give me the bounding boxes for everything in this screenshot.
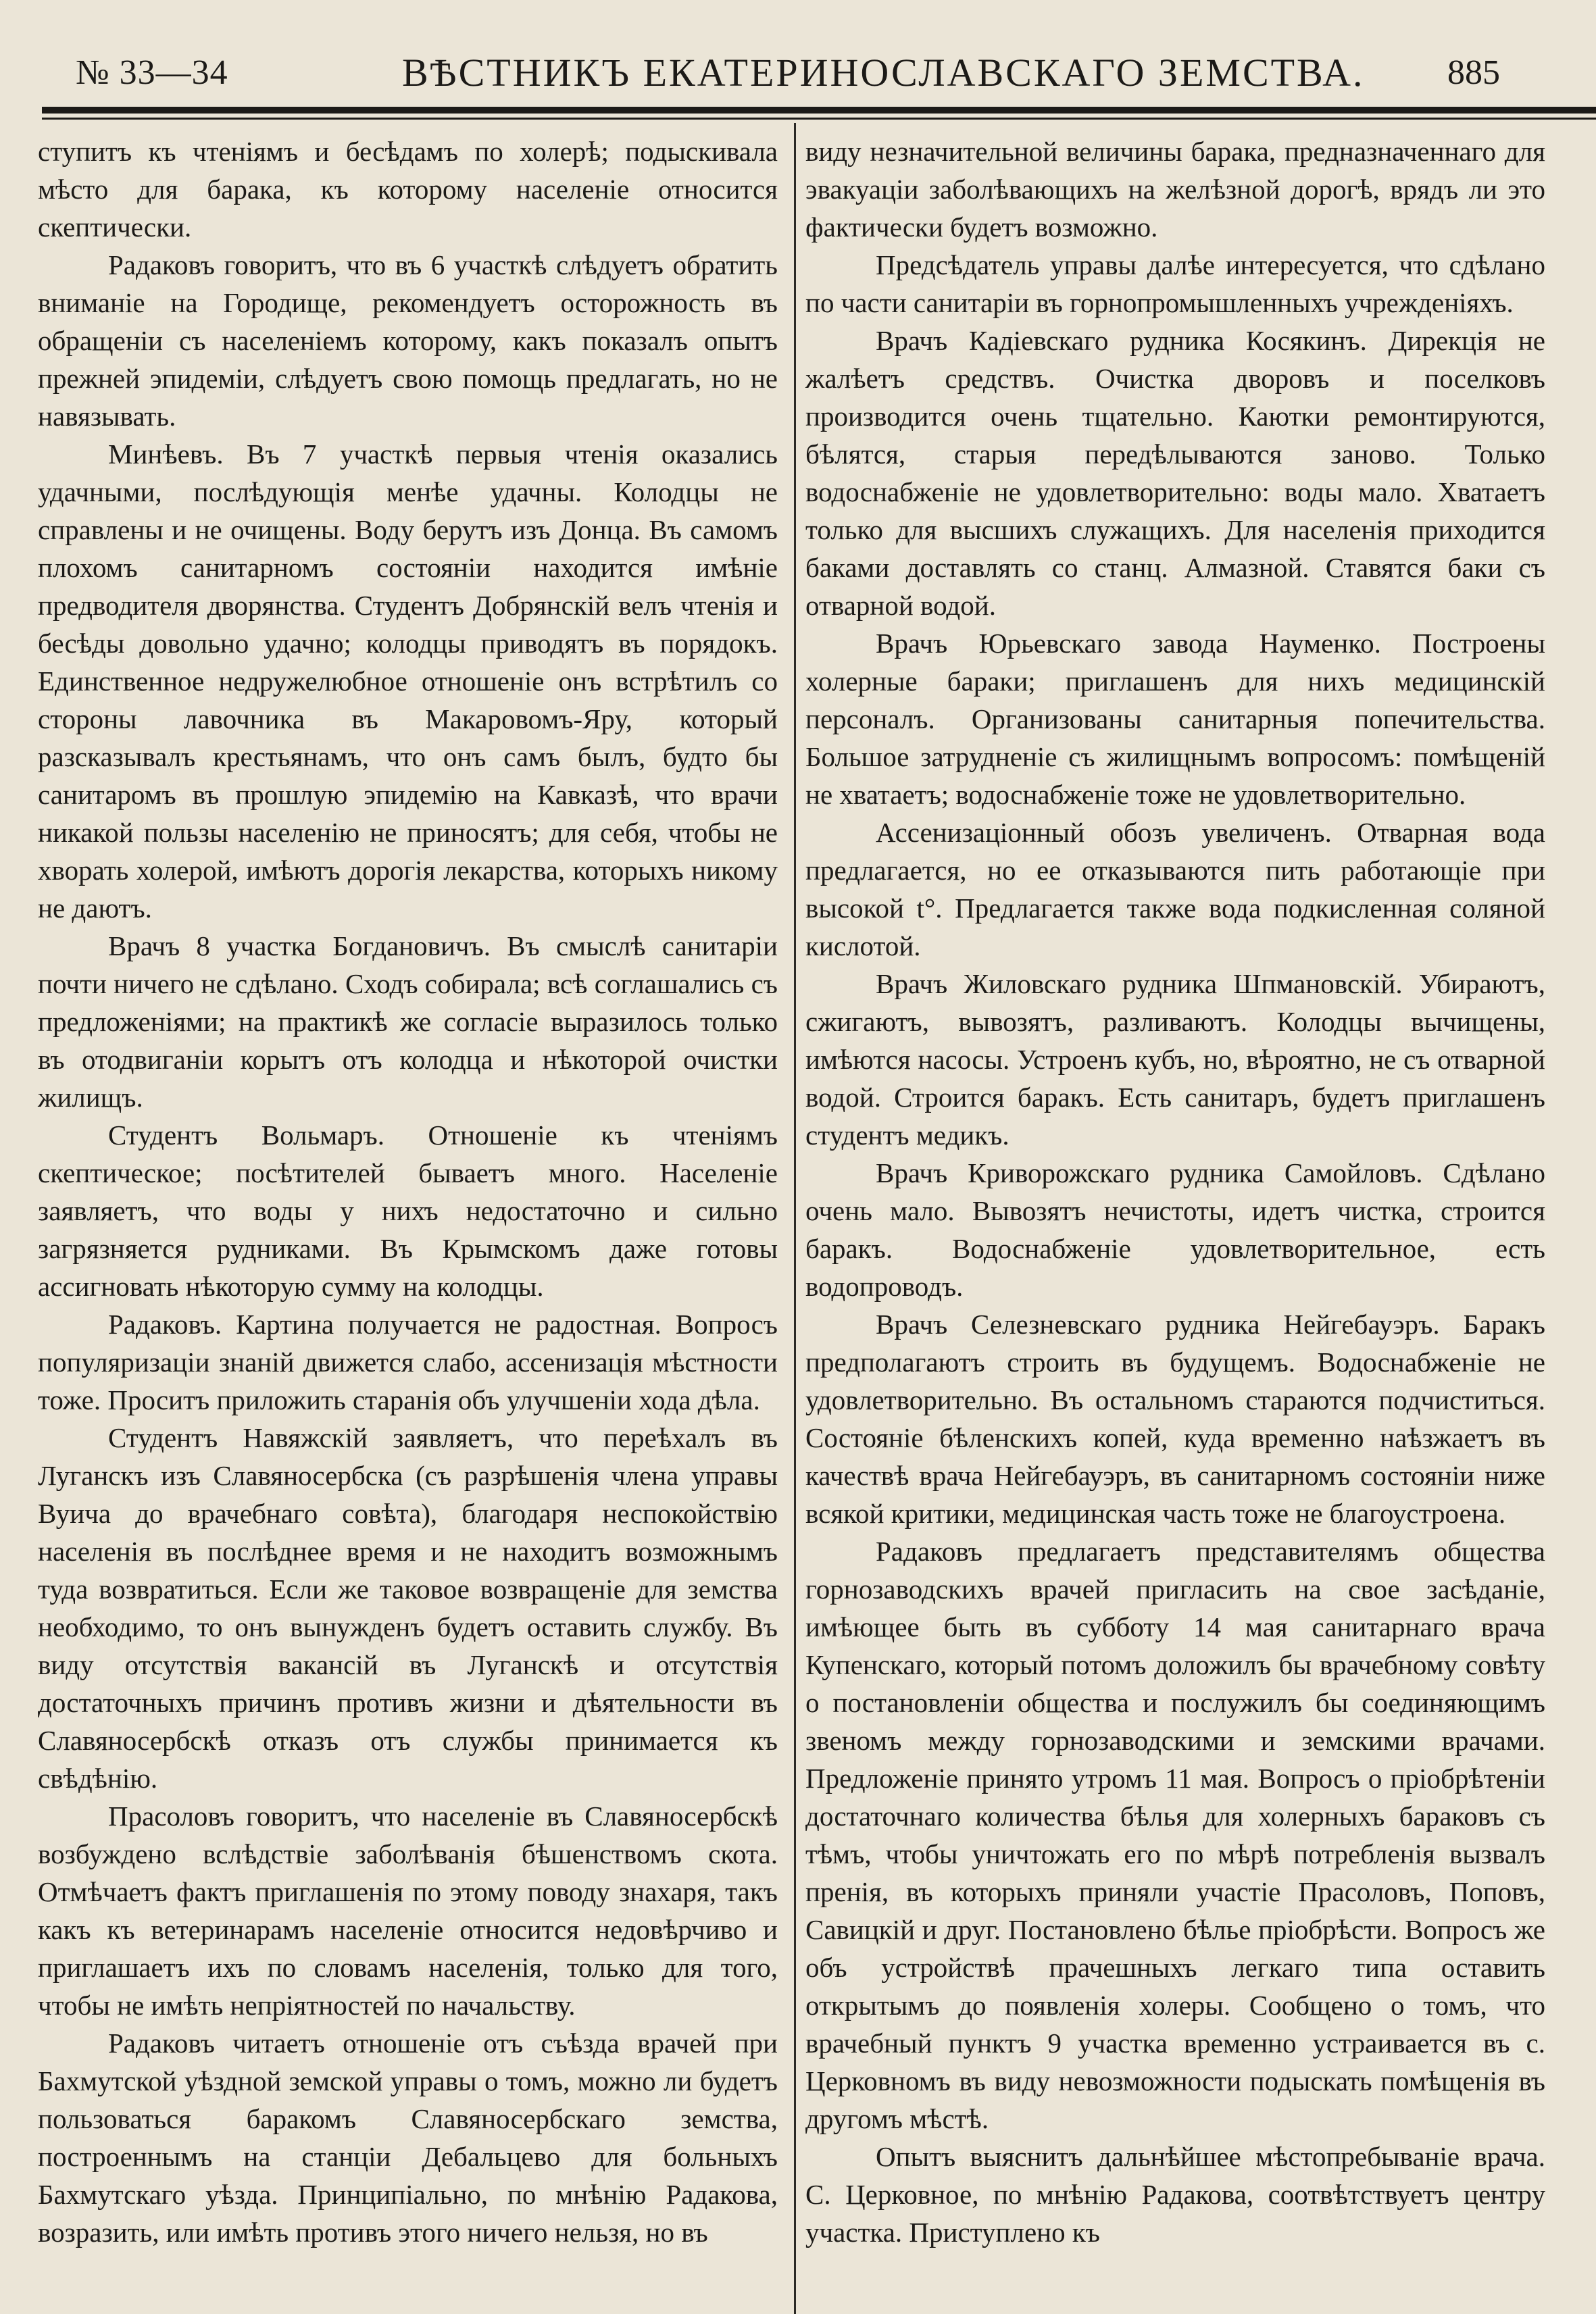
paragraph: Врачъ Жиловскаго рудника Шпмановскій. Убираютъ, сжигаютъ, вывозятъ, разливаютъ. Колодцы вычищены, имѣются насосы. Устроенъ кубъ, но, вѣроятно, не съ отварной водой. Строится баракъ. Есть санитаръ, будетъ приглашенъ студентъ медикъ. xyxy=(805,968,1545,1151)
paragraph: Врачъ 8 участка Богдановичъ. Въ смыслѣ санитаріи почти ничего не сдѣлано. Сходъ собирала; всѣ соглашались съ предложеніями; на практикѣ же согласіе выразилось только въ отодвиганіи корытъ отъ колодца и нѣкоторой очистки жилищъ. xyxy=(38,930,778,1113)
left-column xyxy=(38,132,778,2251)
paragraph: Врачъ Криворожскаго рудника Самойловъ. Сдѣлано очень мало. Вывозятъ нечистоты, идетъ чистка, строится баракъ. Водоснабженіе удовлетворительное, есть водопроводъ. xyxy=(805,1157,1545,1302)
paragraph: Врачъ Юрьевскаго завода Науменко. Построены холерные бараки; приглашенъ для нихъ медицинскій персоналъ. Организованы санитарныя попечительства. Большое затрудненіе съ жилищнымъ вопросомъ: помѣщеній не хватаетъ; водоснабженіе тоже не удовлетворительно. xyxy=(805,628,1545,810)
paragraph: Радаковъ говоритъ, что въ 6 участкѣ слѣдуетъ обратить вниманіе на Городище, рекомендуетъ осторожность въ обращеніи съ населеніемъ которому, какъ показалъ опытъ прежней эпидеміи, слѣдуетъ свою помощь предлагать, но не навязывать. xyxy=(38,249,778,432)
header-rule-thick xyxy=(42,107,1596,114)
paragraph: Радаковъ предлагаетъ представителямъ общества горнозаводскихъ врачей пригласить на свое засѣданіе, имѣющее быть въ субботу 14 мая санитарнаго врача Купенскаго, который потомъ доложилъ бы врачебному совѣту о постановленіи общества и послужилъ бы соединяющимъ звеномъ между горнозаводскими и земскими врачами. Предложеніе принято утромъ 11 мая. Вопросъ о пріобрѣтеніи достаточнаго количества бѣлья для холерныхъ бараковъ съ тѣмъ, чтобы уничтожать его по мѣрѣ потребленія вызвалъ пренія, въ которыхъ приняли участіе Прасоловъ, Поповъ, Савицкій и друг. Постановлено бѣлье пріобрѣсти. Вопросъ же объ устройствѣ прачешныхъ легкаго типа оставить открытымъ до появленія холеры. Сообщено о томъ, что врачебный пунктъ 9 участка временно устраивается въ с. Церковномъ въ виду невозможности подыскать помѣщенія въ другомъ мѣстѣ. xyxy=(805,1536,1545,2134)
page-number: 885 xyxy=(1447,53,1500,92)
paragraph: Опытъ выяснитъ дальнѣйшее мѣстопребываніе врача. С. Церковное, по мнѣнію Радакова, соотвѣтствуетъ центру участка. Приступлено къ xyxy=(805,2141,1545,2248)
issue-number: № 33—34 xyxy=(76,53,228,92)
paragraph: Радаковъ. Картина получается не радостная. Вопросъ популяризаціи знаній движется слабо, ассенизація мѣстности тоже. Проситъ приложить старанія объ улучшеніи хода дѣла. xyxy=(38,1309,778,1415)
paragraph: Врачъ Селезневскаго рудника Нейгебауэръ. Баракъ предполагаютъ строить въ будущемъ. Водоснабженіе не удовлетворительно. Въ остальномъ стараются подчиститься. Состояніе бѣленскихъ копей, куда временно наѣзжаетъ въ качествѣ врача Нейгебауэръ, въ санитарномъ состояніи ниже всякой критики, медицинская часть тоже не благоустроена. xyxy=(805,1309,1545,1529)
paragraph: ступитъ къ чтеніямъ и бесѣдамъ по холерѣ; подыскивала мѣсто для барака, къ которому населеніе относится скептически. xyxy=(38,136,778,243)
journal-title: ВѢСТНИКЪ ЕКАТЕРИНОСЛАВСКАГО ЗЕМСТВА. xyxy=(402,51,1365,95)
paragraph: Студентъ Навяжскій заявляетъ, что переѣхалъ въ Луганскъ изъ Славяносербска (съ разрѣшенія члена управы Вуича до врачебнаго совѣта), благодаря неспокойствію населенія въ послѣднее время и не находитъ возможнымъ туда возвратиться. Если же таковое возвращеніе для земства необходимо, то онъ вынужденъ будетъ оставить службу. Въ виду отсутствія вакансій въ Луганскѣ и отсутствія достаточныхъ причинъ противъ жизни и дѣятельности въ Славяносербскѣ отказъ отъ службы принимается къ свѣдѣнію. xyxy=(38,1422,778,1794)
paragraph: виду незначительной величины барака, предназначеннаго для эвакуаціи заболѣвающихъ на желѣзной дорогѣ, врядъ ли это фактически будетъ возможно. xyxy=(805,136,1545,243)
paragraph: Предсѣдатель управы далѣе интересуется, что сдѣлано по части санитаріи въ горнопромышленныхъ учрежденіяхъ. xyxy=(805,249,1545,318)
column-divider xyxy=(794,123,796,2314)
paragraph: Радаковъ читаетъ отношеніе отъ съѣзда врачей при Бахмутской уѣздной земской управы о томъ, можно ли будетъ пользоваться баракомъ Славяносербскаго земства, построеннымъ на станціи Дебальцево для больныхъ Бахмутскаго уѣзда. Принципіально, по мнѣнію Радакова, возразить, или имѣть противъ этого ничего нельзя, но въ xyxy=(38,2028,778,2248)
paragraph: Студентъ Вольмаръ. Отношеніе къ чтеніямъ скептическое; посѣтителей бываетъ много. Населеніе заявляетъ, что воды у нихъ недостаточно и сильно загрязняется рудниками. Въ Крымскомъ даже готовы ассигновать нѣкоторую сумму на колодцы. xyxy=(38,1120,778,1302)
header-rule-thin xyxy=(42,118,1596,120)
page-header xyxy=(0,0,1596,108)
paragraph: Минѣевъ. Въ 7 участкѣ первыя чтенія оказались удачными, послѣдующія менѣе удачны. Колодцы не справлены и не очищены. Воду берутъ изъ Донца. Въ самомъ плохомъ санитарномъ состояніи находится имѣніе предводителя дворянства. Студентъ Добрянскій велъ чтенія и бесѣды довольно удачно; колодцы приводятъ въ порядокъ. Единственное недружелюбное отношеніе онъ встрѣтилъ со стороны лавочника въ Макаровомъ-Яру, который разсказывалъ крестьянамъ, что онъ самъ былъ, будто бы санитаромъ въ прошлую эпидемію на Кавказѣ, что врачи никакой пользы населенію не приносятъ; для себя, чтобы не хворать холерой, имѣютъ дорогія лекарства, которыхъ никому не даютъ. xyxy=(38,438,778,924)
paragraph: Врачъ Кадіевскаго рудника Косякинъ. Дирекція не жалѣетъ средствъ. Очистка дворовъ и поселковъ производится очень тщательно. Каютки ремонтируются, бѣлятся, старыя передѣлываются заново. Только водоснабженіе не удовлетворительно: воды мало. Хватаетъ только для высшихъ служащихъ. Для населенія приходится баками доставлять со станц. Алмазной. Ставятся баки съ отварной водой. xyxy=(805,325,1545,621)
paragraph: Прасоловъ говоритъ, что населеніе въ Славяносербскѣ возбуждено вслѣдствіе заболѣванія бѣшенствомъ скота. Отмѣчаетъ фактъ приглашенія по этому поводу знахаря, такъ какъ къ ветеринарамъ населеніе относится недовѣрчиво и приглашаетъ ихъ по словамъ населенія, только для того, чтобы не имѣть непріятностей по начальству. xyxy=(38,1801,778,2021)
right-column xyxy=(805,132,1545,2251)
paragraph: Ассенизаціонный обозъ увеличенъ. Отварная вода предлагается, но ее отказываются пить работающіе при высокой t°. Предлагается также вода подкисленная соляной кислотой. xyxy=(805,817,1545,961)
